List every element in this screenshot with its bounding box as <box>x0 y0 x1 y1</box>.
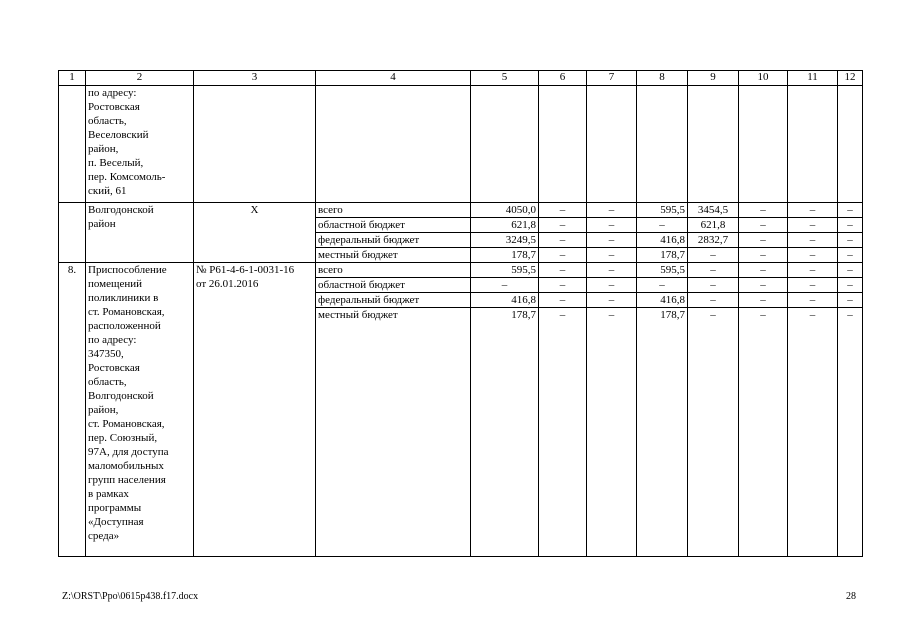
column-number: 7 <box>587 71 637 86</box>
value-cell: – <box>587 263 637 278</box>
value-cell: – <box>539 248 587 263</box>
column-number: 2 <box>86 71 194 86</box>
value-cell: – <box>539 233 587 248</box>
value-cell: – <box>587 308 637 557</box>
value-cell: – <box>688 248 739 263</box>
budget-label: областной бюджет <box>316 278 471 293</box>
object-address-cell: по адресу: Ростовская область, Веселовский район, п. Веселый, пер. Комсомоль- ский, 61 <box>86 86 194 203</box>
value-cell: – <box>788 233 838 248</box>
value-cell: 595,5 <box>637 263 688 278</box>
value-cell: – <box>838 233 863 248</box>
column-number-row <box>59 71 863 86</box>
district-name: Волгодонской район <box>86 203 194 263</box>
budget-label: федеральный бюджет <box>316 233 471 248</box>
value-cell: – <box>539 203 587 218</box>
value-cell: – <box>688 308 739 557</box>
budget-table <box>58 70 863 557</box>
empty-cell <box>688 86 739 203</box>
column-number: 3 <box>194 71 316 86</box>
value-cell: – <box>788 293 838 308</box>
value-cell: – <box>587 278 637 293</box>
value-cell: – <box>838 308 863 557</box>
value-cell: – <box>838 248 863 263</box>
continuation-row <box>59 86 863 203</box>
value-cell: – <box>688 278 739 293</box>
value-cell: – <box>739 248 788 263</box>
empty-cell <box>788 86 838 203</box>
value-cell: – <box>788 248 838 263</box>
column-number: 11 <box>788 71 838 86</box>
column-number: 4 <box>316 71 471 86</box>
budget-label: федеральный бюджет <box>316 293 471 308</box>
value-cell: 416,8 <box>637 293 688 308</box>
empty-cell <box>194 86 316 203</box>
empty-cell <box>739 86 788 203</box>
empty-cell <box>587 86 637 203</box>
value-cell: 178,7 <box>471 248 539 263</box>
value-cell: – <box>587 218 637 233</box>
column-number: 8 <box>637 71 688 86</box>
value-cell: – <box>739 203 788 218</box>
footer-file-path: Z:\ORST\Ppo\0615p438.f17.docx <box>62 591 199 602</box>
value-cell: – <box>539 278 587 293</box>
column-number: 6 <box>539 71 587 86</box>
empty-cell <box>471 86 539 203</box>
value-cell: 3454,5 <box>688 203 739 218</box>
value-cell: 3249,5 <box>471 233 539 248</box>
budget-label: местный бюджет <box>316 248 471 263</box>
value-cell: – <box>688 293 739 308</box>
value-cell: – <box>788 203 838 218</box>
value-cell: 621,8 <box>688 218 739 233</box>
table-row <box>59 203 863 218</box>
value-cell: 178,7 <box>471 308 539 557</box>
value-cell: – <box>788 218 838 233</box>
empty-cell <box>838 86 863 203</box>
column-number: 9 <box>688 71 739 86</box>
value-cell: – <box>539 218 587 233</box>
empty-cell <box>539 86 587 203</box>
value-cell: – <box>587 248 637 263</box>
value-cell: – <box>838 278 863 293</box>
value-cell: 621,8 <box>471 218 539 233</box>
value-cell: – <box>838 293 863 308</box>
value-cell: – <box>688 263 739 278</box>
page-number: 28 <box>846 591 856 602</box>
value-cell: – <box>637 218 688 233</box>
value-cell: – <box>739 278 788 293</box>
value-cell: 595,5 <box>471 263 539 278</box>
value-cell: – <box>838 218 863 233</box>
value-cell: – <box>539 293 587 308</box>
value-cell: – <box>471 278 539 293</box>
value-cell: – <box>539 263 587 278</box>
value-cell: – <box>739 263 788 278</box>
budget-label: областной бюджет <box>316 218 471 233</box>
column-number: 12 <box>838 71 863 86</box>
budget-label: местный бюджет <box>316 308 471 557</box>
value-cell: – <box>739 233 788 248</box>
budget-label: всего <box>316 203 471 218</box>
empty-cell <box>637 86 688 203</box>
value-cell: 416,8 <box>637 233 688 248</box>
table-row <box>59 263 863 278</box>
column-number: 1 <box>59 71 86 86</box>
column-number: 5 <box>471 71 539 86</box>
value-cell: – <box>739 218 788 233</box>
document-cell: Х <box>194 203 316 263</box>
value-cell: – <box>739 293 788 308</box>
item-document: № Р61-4-6-1-0031-16 от 26.01.2016 <box>194 263 316 557</box>
empty-cell <box>316 86 471 203</box>
value-cell: 2832,7 <box>688 233 739 248</box>
value-cell: – <box>539 308 587 557</box>
value-cell: 178,7 <box>637 248 688 263</box>
value-cell: – <box>788 278 838 293</box>
value-cell: – <box>788 263 838 278</box>
value-cell: – <box>739 308 788 557</box>
value-cell: 178,7 <box>637 308 688 557</box>
value-cell: – <box>637 278 688 293</box>
row-number-cell <box>59 203 86 263</box>
value-cell: – <box>838 203 863 218</box>
budget-label: всего <box>316 263 471 278</box>
item-number: 8. <box>59 263 86 557</box>
row-number-cell <box>59 86 86 203</box>
column-number: 10 <box>739 71 788 86</box>
value-cell: – <box>788 308 838 557</box>
value-cell: – <box>838 263 863 278</box>
item-description: Приспособление помещений поликлиники в ст. Романовская, расположенной по адресу: 347350, Ростовская область, Волгодонской район, ст. Романовская, пер. Союзный, 97А, для доступа маломобильных групп населения в рамках программы «Доступная среда» <box>86 263 194 557</box>
value-cell: 4050,0 <box>471 203 539 218</box>
value-cell: – <box>587 293 637 308</box>
value-cell: 416,8 <box>471 293 539 308</box>
value-cell: – <box>587 203 637 218</box>
value-cell: 595,5 <box>637 203 688 218</box>
value-cell: – <box>587 233 637 248</box>
